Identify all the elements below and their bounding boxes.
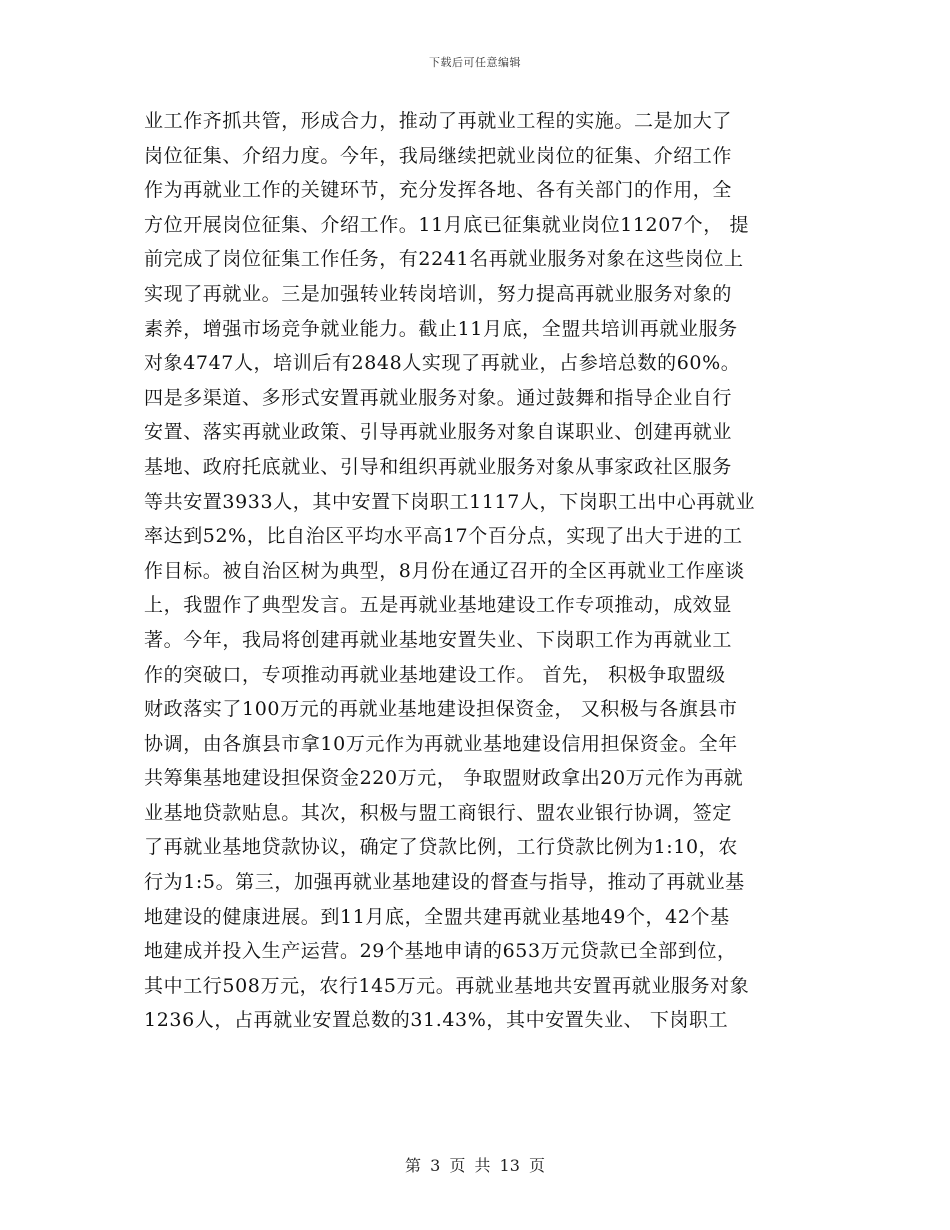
body-line: 前完成了岗位征集工作任务，有2241名再就业服务对象在这些岗位上 xyxy=(144,248,744,271)
body-line: 等共安置3933人，其中安置下岗职工1117人，下岗职工出中心再就业 xyxy=(144,490,756,513)
page-number-footer: 第 3 页 共 13 页 xyxy=(405,1156,545,1175)
body-line: 对象4747人，培训后有2848人实现了再就业，占参培总数的60%。 xyxy=(144,352,741,375)
body-line: 其中工行508万元，农行145万元。再就业基地共安置再就业服务对象 xyxy=(144,974,750,997)
body-line: 业工作齐抓共管，形成合力，推动了再就业工程的实施。二是加大了 xyxy=(144,110,733,132)
body-line: 岗位征集、介绍力度。今年，我局继续把就业岗位的征集、介绍工作 xyxy=(144,144,733,167)
body-line: 著。今年，我局将创建再就业基地安置失业、下岗职工作为再就业工 xyxy=(144,628,733,651)
body-line: 上，我盟作了典型发言。五是再就业基地建设工作专项推动，成效显 xyxy=(144,594,733,617)
body-line: 安置、落实再就业政策、引导再就业服务对象自谋职业、创建再就业 xyxy=(144,421,733,444)
body-line: 四是多渠道、多形式安置再就业服务对象。通过鼓舞和指导企业自行 xyxy=(144,386,733,409)
body-line: 基地、政府托底就业、引导和组织再就业服务对象从事家政社区服务 xyxy=(144,455,733,478)
page-header: 下载后可任意编辑 xyxy=(429,56,521,69)
body-line: 率达到52%，比自治区平均水平高17个百分点，实现了出大于进的工 xyxy=(144,525,743,548)
body-line: 财政落实了100万元的再就业基地建设担保资金， 又积极与各旗县市 xyxy=(144,698,738,721)
body-line: 作的突破口，专项推动再就业基地建设工作。 首先， 积极争取盟级 xyxy=(144,663,726,686)
body-line: 实现了再就业。三是加强转业转岗培训，努力提高再就业服务对象的 xyxy=(144,282,733,305)
body-line: 行为1:5。第三，加强再就业基地建设的督查与指导，推动了再就业基 xyxy=(144,871,745,894)
body-line: 素养，增强市场竞争就业能力。截止11月底，全盟共培训再就业服务 xyxy=(144,317,738,340)
body-line: 方位开展岗位征集、介绍工作。11月底已征集就业岗位11207个， 提 xyxy=(144,213,750,236)
body-line: 1236人，占再就业安置总数的31.43%，其中安置失业、 下岗职工 xyxy=(144,1009,729,1032)
body-line: 协调，由各旗县市拿10万元作为再就业基地建设信用担保资金。全年 xyxy=(144,732,738,755)
body-line: 作为再就业工作的关键环节，充分发挥各地、各有关部门的作用，全 xyxy=(144,179,733,202)
body-line: 作目标。被自治区树为典型，8月份在通辽召开的全区再就业工作座谈 xyxy=(144,559,745,582)
document-body xyxy=(144,104,824,1038)
body-line: 共筹集基地建设担保资金220万元， 争取盟财政拿出20万元作为再就 xyxy=(144,767,744,790)
body-line: 了再就业基地贷款协议，确定了贷款比例，工行贷款比例为1:10，农 xyxy=(144,836,738,859)
body-line: 地建成并投入生产运营。29个基地申请的653万元贷款已全部到位， xyxy=(144,940,737,963)
body-line: 业基地贷款贴息。其次，积极与盟工商银行、盟农业银行协调，签定 xyxy=(144,801,733,824)
body-line: 地建设的健康进展。到11月底，全盟共建再就业基地49个，42个基 xyxy=(144,905,730,928)
